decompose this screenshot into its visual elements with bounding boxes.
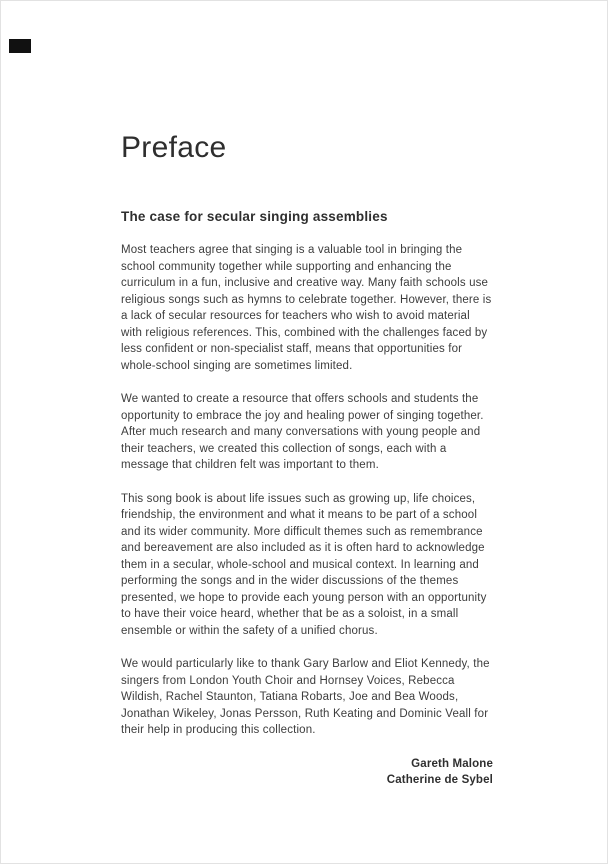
- page-content: [121, 131, 493, 789]
- paragraph-2: We wanted to create a resource that offers schools and students the opportunity to embrace the joy and healing power of singing together. After much research and many conversations with young people and their teachers, we created this collection of songs, each with a message that children felt was important to them.: [121, 393, 484, 471]
- signature-name-1: Gareth Malone: [411, 757, 493, 770]
- paragraph-1: Most teachers agree that singing is a valuable tool in bringing the school community together while supporting and enhancing the curriculum in a fun, inclusive and creative way. Many faith schools use religious songs such as hymns to celebrate together. However, there is a lack of secular resources for teachers who wish to avoid material with religious references. This, combined with the challenges faced by less confident or non-specialist staff, means that opportunities for whole-school singing are sometimes limited.: [121, 244, 492, 372]
- signature-block: [121, 756, 493, 789]
- section-heading: The case for secular singing assemblies: [121, 209, 388, 224]
- signature-name-2: Catherine de Sybel: [386, 774, 493, 786]
- page-title: Preface: [121, 131, 227, 164]
- paragraph-4: We would particularly like to thank Gary Barlow and Eliot Kennedy, the singers from London Youth Choir and Hornsey Voices, Rebecca Wildish, Rachel Staunton, Tatiana Robarts, Joe and Bea Woods, Jonathan Wikeley, Jonas Persson, Ruth Keating and Dominic Veall for their help in producing this collection.: [121, 658, 490, 736]
- paragraph-3: This song book is about life issues such as growing up, life choices, friendship, the environment and what it means to be part of a school and its wider community. More difficult themes such as remembrance and bereavement are also included as it is often hard to acknowledge them in a secular, whole-school and musical context. In learning and performing the songs and in the wider discussions of the themes presented, we hope to provide each young person with an opportunity to have their voice heard, whether that be as a soloist, in a small ensemble or within the safety of a unified chorus.: [121, 492, 487, 637]
- corner-print-mark: [9, 39, 31, 53]
